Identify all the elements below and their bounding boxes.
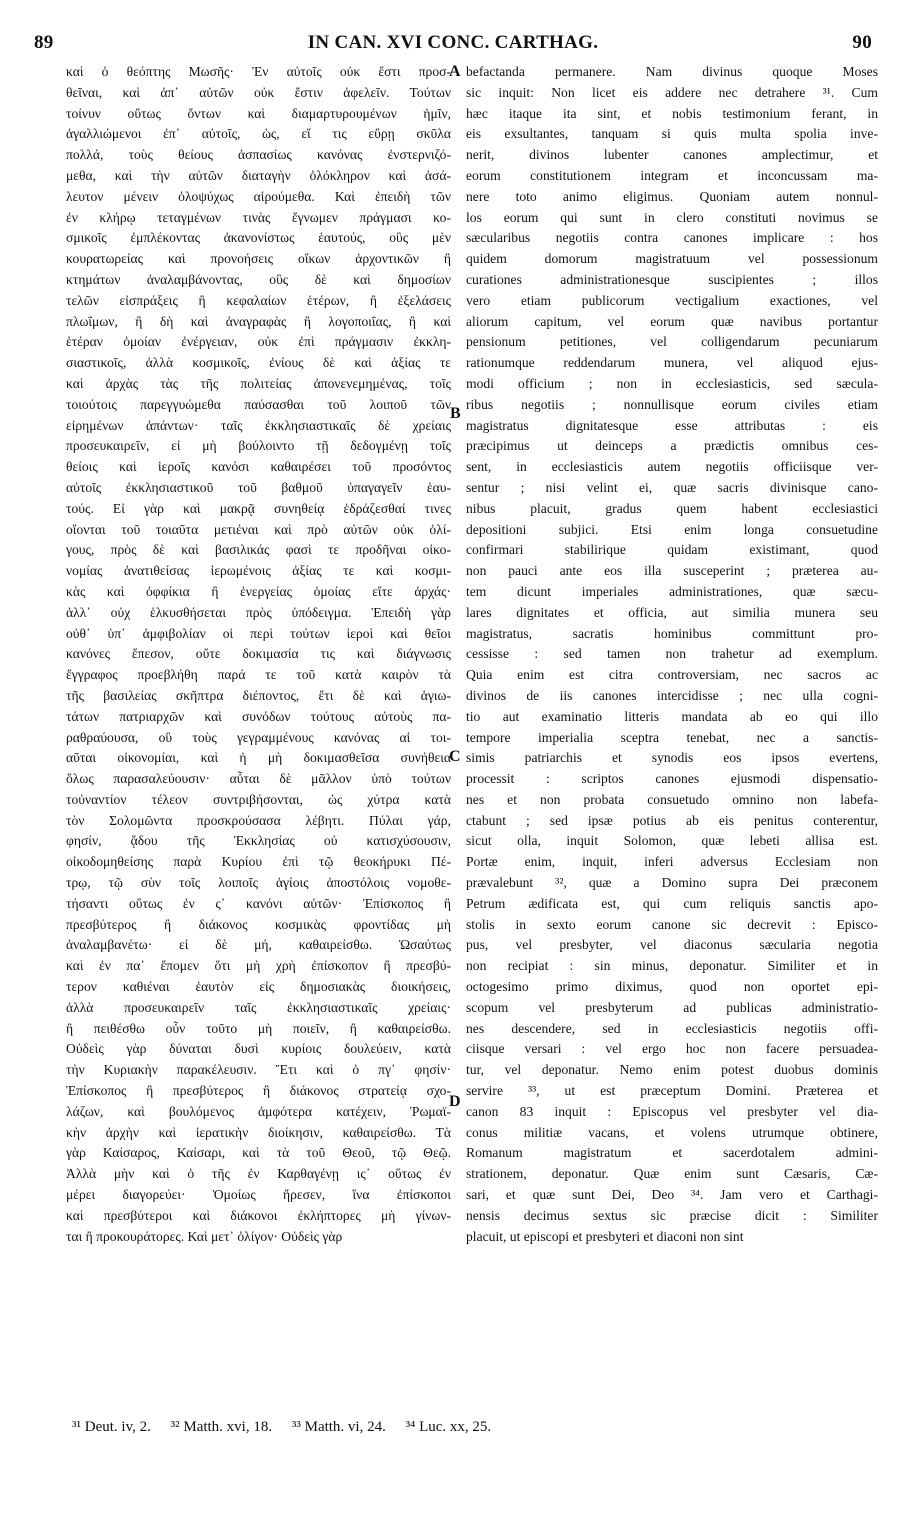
greek-text-line: Ἐπίσκοπος ἢ πρεσβύτερος ἢ διάκονος στρατείᾳ σχο- bbox=[66, 1083, 451, 1099]
greek-text-line: πρεσβύτερος ἢ διάκονος κοσμικὰς φροντίδας μὴ bbox=[66, 916, 451, 932]
greek-text-line: καὶ ἐν πα᾽ ἔπομεν ὅτι μὴ χρὴ ἐπίσκοπον ἢ πρεσβύ- bbox=[66, 958, 451, 974]
greek-text-line: λάζων, καὶ βουλόμενος ἀμφότερα κατέχειν, Ῥωμαϊ- bbox=[66, 1103, 451, 1119]
latin-text-line: eorum constitutionem integram et inconcussam ma- bbox=[466, 167, 878, 183]
page-header bbox=[34, 32, 872, 58]
greek-text-line: Οὐδεὶς γὰρ δύναται δυσὶ κυρίοις δουλεύειν, κατὰ bbox=[66, 1041, 451, 1057]
footnote-34: ³⁴ Luc. xx, 25. bbox=[405, 1419, 492, 1435]
greek-text-line: ἀγαλλιώμενοι ἐπ᾽ αὐτοῖς, ὡς, εἴ τις εὕρῃ σκῦλα bbox=[66, 126, 451, 142]
greek-text-line: καὶ ἀρχὰς τὰς τῆς πολιτείας ἀπονενεμημένας, τοῖς bbox=[66, 375, 451, 391]
latin-text-line: nes et non probata consuetudo omnino non labefa- bbox=[466, 791, 878, 807]
greek-text-line: οὐθ᾽ ὑπ᾽ ἀμφιβολίαν οἱ περὶ τούτων ἱεροὶ καὶ θεῖοι bbox=[66, 625, 451, 641]
latin-text-line: placuit, ut episcopi et presbyteri et diaconi non sint bbox=[466, 1228, 744, 1244]
latin-text-line: divinos de iis canones intercidisse ; nec ulla cogni- bbox=[466, 687, 878, 703]
latin-text-line: sari, et quæ sunt Dei, Deo ³⁴. Jam vero et Carthagi- bbox=[466, 1187, 878, 1203]
latin-text-line: modi officium ; non in ecclesiasticis, sed sæcula- bbox=[466, 375, 878, 391]
greek-text-line: τὸν Σολομῶντα προσκρούσασα λέβητι. Πύλαι γάρ, bbox=[66, 812, 451, 828]
greek-text-line: κὴν ἀρχὴν καὶ ἱερατικὴν διοίκησιν, καθαιρείσθω. Τὰ bbox=[66, 1124, 451, 1140]
latin-text-line: non pauci ante eos illa susceperint ; præterea au- bbox=[466, 563, 878, 579]
greek-text-line: τοιούτοις παρεγγυώμεθα παύσασθαι τοῦ λοιποῦ τῶν bbox=[66, 396, 451, 412]
greek-text-line: τάτων πατριαρχῶν καὶ συνόδων τούτους αὐτοὺς πα- bbox=[66, 708, 451, 724]
greek-text-line: σμικοῖς ἐμπλέκοντας ἀκανονίστως ἑαυτούς, οὓς μὲν bbox=[66, 230, 451, 246]
latin-text-line: processit : scriptos canones ejusmodi dispensatio- bbox=[466, 771, 878, 787]
greek-text-line: ἢ πειθέσθω οὖν τοῦτο μὴ ποιεῖν, ἢ καθαιρείσθω. bbox=[66, 1020, 451, 1036]
latin-text-line: Petrum ædificata est, qui cum reliquis sanctis apo- bbox=[466, 895, 878, 911]
greek-text-line: θεῖναι, καὶ ἀπ᾽ αὐτῶν οὐκ ἔστιν ἀφελεῖν. Τούτων bbox=[66, 84, 451, 100]
greek-text-line: ἔγγραφος προεβλήθη παρά τε τοῦ κατὰ καιρὸν τὰ bbox=[66, 667, 451, 683]
latin-text-column bbox=[466, 62, 878, 1247]
greek-text-line: αῦται οἰκονομίαι, καὶ ἡ μὴ δοκιμασθεῖσα συνήθεια bbox=[66, 750, 451, 766]
greek-text-line: ἀναλαμβανέτω· εἰ δὲ μή, καθαιρείσθω. Ὡσαύτως bbox=[66, 937, 451, 953]
latin-text-line: rationumque reddendarum munera, vel aliquod ejus- bbox=[466, 355, 878, 371]
greek-text-line: γὰρ Καίσαρος, Καίσαρι, καὶ τὰ τοῦ Θεοῦ, τῷ Θεῷ. bbox=[66, 1145, 451, 1161]
latin-text-line: sent, in ecclesiasticis autem negotiis officiisque ver- bbox=[466, 459, 878, 475]
latin-text-line: nere toto animo eligimus. Quoniam autem nonnul- bbox=[466, 188, 878, 204]
latin-text-line: depositioni subjici. Etsi enim longa consuetudine bbox=[466, 521, 878, 537]
greek-text-line: καὶ πρεσβύτεροι καὶ διάκονοι ἐκλήπτορες μὴ γίνων- bbox=[66, 1207, 451, 1223]
latin-text-line: Romanum magistratum et sacerdotalem admini- bbox=[466, 1145, 878, 1161]
latin-text-line: nibus placuit, gradus quem habent ecclesiastici bbox=[466, 500, 878, 516]
greek-text-line: ἀλλ᾽ οὐχ ἑλκυσθήσεται πρὸς ὑπόδειγμα. Ἐπειδὴ γὰρ bbox=[66, 604, 451, 620]
greek-text-line: ται ἢ προκουράτορες. Καὶ μετ᾽ ὀλίγον· Οὐδεὶς γὰρ bbox=[66, 1228, 343, 1244]
margin-letter-a: A bbox=[449, 63, 461, 80]
latin-text-line: sentur ; nisi velint ei, quæ sacris divinisque cano- bbox=[466, 479, 878, 495]
latin-text-line: magistratus, sacratis hominibus committunt pro- bbox=[466, 625, 878, 641]
greek-text-line: τὴν Κυριακὴν παρακέλευσιν. Ἔτι καὶ ὁ πγ᾽ φησίν· bbox=[66, 1062, 451, 1078]
greek-text-line: πλωΐμων, ἢ δὴ καὶ ἀναγραφὰς ἢ λογοποιΐας, ἢ καὶ bbox=[66, 313, 451, 329]
greek-text-line: τούς. Εἰ γὰρ καὶ μακρᾷ συνηθείᾳ ἑδράζεσθαί τινες bbox=[66, 500, 451, 516]
greek-text-line: τελῶν εἰσπράξεις ἢ κεφαλαίων ἑτέρων, ἢ ἐξελάσεις bbox=[66, 292, 451, 308]
greek-text-line: τῆς βασιλείας σκῆπτρα διέποντος, ἔτι δὲ καὶ ἁγιω- bbox=[66, 687, 451, 703]
latin-text-line: magistratus dignitatesque esse attributas : eis bbox=[466, 417, 878, 433]
latin-text-line: Portæ enim, inquit, inferi adversus Ecclesiam non bbox=[466, 854, 878, 870]
latin-text-line: pus, vel presbyter, vel diaconus sæcularia negotia bbox=[466, 937, 878, 953]
running-title: IN CAN. XVI CONC. CARTHAG. bbox=[307, 32, 599, 53]
latin-text-line: nensis decimus sextus sic præcise dicit : Similiter bbox=[466, 1207, 878, 1223]
greek-text-line: θείοις καὶ ἱεροῖς κανόσι καθαιρέσει τοῦ προσόντος bbox=[66, 459, 451, 475]
greek-text-line: τρῳ, τῷ σὺν τοῖς λοιποῖς ἁγίοις ἀποστόλοις νομοθε- bbox=[66, 875, 451, 891]
footnote-32: ³² Matth. xvi, 18. bbox=[170, 1419, 273, 1435]
latin-text-line: ribus negotiis ; nonnullisque eorum civiles etiam bbox=[466, 396, 878, 412]
latin-text-line: pensionum petitiones, vel colligendarum pecuniarum bbox=[466, 334, 878, 350]
latin-text-line: tur, vel deponatur. Nemo enim potest duobus dominis bbox=[466, 1062, 878, 1078]
greek-text-line: αὐτοῖς ἐκκλησιαστικοῦ τοῦ βαθμοῦ ὑπαγαγεῖν ἑαυ- bbox=[66, 479, 451, 495]
margin-letter-d: D bbox=[449, 1093, 461, 1110]
latin-text-line: conus militiæ vacans, et volens utrumque obtinere, bbox=[466, 1124, 878, 1140]
latin-text-line: hæc itaque ita sint, et nobis testimonium ferant, in bbox=[466, 105, 878, 121]
latin-text-line: scopum vel presbyterum ad publicas administratio- bbox=[466, 999, 878, 1015]
latin-text-line: non recipiat : sin minus, deponatur. Similiter et in bbox=[466, 958, 878, 974]
latin-text-line: tem dicunt imperiales administrationes, quæ sæcu- bbox=[466, 583, 878, 599]
latin-text-line: strationem, deponatur. Quæ enim sunt Cæsaris, Cæ- bbox=[466, 1166, 878, 1182]
latin-text-line: lares dignitates et officia, aut similia munera seu bbox=[466, 604, 878, 620]
greek-text-line: πολλά, τοὺς θείους ἀσπασίως κανόνας ἐνστερνιζό- bbox=[66, 147, 451, 163]
greek-text-line: τερον καθιέναι ἑαυτὸν εἰς δημοσιακὰς διοικήσεις, bbox=[66, 979, 451, 995]
greek-text-line: Ἀλλὰ μὴν καὶ ὁ τῆς ἐν Καρθαγένῃ ις᾽ οὕτως ἐν bbox=[66, 1166, 451, 1182]
greek-text-line: κουρατωρείας καὶ προνοήσεις οἴκων ἀρχοντικῶν ἢ bbox=[66, 251, 451, 267]
latin-text-line: tio aut examinatio litteris mandata ab eo qui illo bbox=[466, 708, 878, 724]
latin-text-line: canon 83 inquit : Episcopus vel presbyter vel dia- bbox=[466, 1103, 878, 1119]
greek-text-line: τοίνυν οὕτως ὄντων καὶ διαμαρτυρουμένων ἡμῖν, bbox=[66, 105, 451, 121]
greek-text-line: γους, πρὸς δὲ καὶ βασιλικάς φασὶ τε προδῆναι οἰκο- bbox=[66, 542, 451, 558]
greek-text-line: ἐν κλήρῳ τεταγμένων τινὰς ἔγνωμεν πράγμασι κο- bbox=[66, 209, 451, 225]
latin-text-line: eis exsultantes, tanquam si quis multa spolia inve- bbox=[466, 126, 878, 142]
greek-text-line: ἀλλὰ προσευκαιρεῖν ταῖς ἐκκλησιαστικαῖς χρείαις· bbox=[66, 999, 451, 1015]
greek-text-line: κὰς καὶ ὀφφίκια ἢ ἐνεργείας ὁμοίας εἴτε ἀρχάς· bbox=[66, 583, 451, 599]
margin-letter-b: B bbox=[450, 405, 461, 422]
latin-text-line: simis patriarchis et synodis eos ipsos evertens, bbox=[466, 750, 878, 766]
footnotes bbox=[72, 1416, 872, 1438]
latin-text-line: aliorum capitum, vel eorum quæ navibus portantur bbox=[466, 313, 878, 329]
latin-text-line: befactanda permanere. Nam divinus quoque Moses bbox=[466, 64, 878, 79]
latin-text-line: vero etiam publicorum vectigalium exactiones, vel bbox=[466, 292, 878, 308]
latin-text-line: sic inquit: Non licet eis addere nec detrahere ³¹. Cum bbox=[466, 84, 878, 100]
latin-text-line: servire ³³, ut est præceptum Domini. Præterea et bbox=[466, 1083, 878, 1099]
latin-text-line: los eorum qui sunt in clero constituti novimus se bbox=[466, 209, 878, 225]
latin-text-line: quidem domorum magistratuum vel possessionum bbox=[466, 251, 878, 267]
greek-text-line: κανόνες ἔπεσον, οὔτε δοκιμασία τις καὶ διάγνωσις bbox=[66, 646, 451, 662]
latin-text-line: sicut olla, inquit Solomon, quæ lebeti allisa est. bbox=[466, 833, 878, 849]
latin-text-line: tempore imperialia sceptra tenebat, nec a sanctis- bbox=[466, 729, 878, 745]
greek-text-line: καὶ ὁ θεόπτης Μωσῆς· Ἐν αὐτοῖς οὐκ ἔστι προσ- bbox=[66, 64, 451, 79]
latin-text-line: ciisque versari : vel ergo hoc non facere persuadea- bbox=[466, 1041, 878, 1057]
greek-text-column bbox=[66, 62, 451, 1247]
page-number-left: 89 bbox=[34, 32, 54, 53]
footnote-31: ³¹ Deut. iv, 2. bbox=[72, 1419, 151, 1435]
greek-text-line: προσευκαιρεῖν, εἰ μὴ βούλοιντο τῇ δεδογμένῃ τοῖς bbox=[66, 438, 451, 454]
greek-text-line: σιαστικοῖς, ἀλλὰ κοσμικοῖς, ἐνίους δὲ καὶ ἀξίας τε bbox=[66, 355, 451, 371]
latin-text-line: Quia enim est citra controversiam, nec sacros ac bbox=[466, 667, 878, 683]
greek-text-line: κτημάτων ἀναλαμβάνοντας, οὓς δὲ καὶ δημοσίων bbox=[66, 271, 451, 287]
greek-text-line: φησίν, ᾅδου τῆς Ἐκκλησίας οὐ κατισχύσουσιν, bbox=[66, 833, 451, 849]
latin-text-line: confirmari stabilirique quidam existimant, quod bbox=[466, 542, 878, 558]
greek-text-line: οἴονται τοῦ τοιαῦτα μετιέναι καὶ πρὸ αὐτῶν οὐκ ὀλί- bbox=[66, 521, 451, 537]
latin-text-line: stolis in sexto eorum canone sic decrevit : Episco- bbox=[466, 916, 878, 932]
greek-text-line: ἑτέραν ὁμοίαν ἐνέργειαν, οὐκ ἐπὶ πράγμασιν ἐκκλη- bbox=[66, 334, 451, 350]
greek-text-line: τήσαντι οὕτως ἐν ς᾽ κανόνι αὐτῶν· Ἐπίσκοπος ἢ bbox=[66, 895, 451, 911]
latin-text-line: cessisse : sed tamen non trahetur ad exemplum. bbox=[466, 646, 878, 662]
latin-text-line: præcipimus ut deinceps a prædictis omnibus ces- bbox=[466, 438, 878, 454]
greek-text-line: μέρει διαγορεύει· Ὁμοίως ἤρεσεν, ἵνα ἐπίσκοποι bbox=[66, 1187, 451, 1203]
latin-text-line: nes descendere, sed in ecclesiasticis negotiis offi- bbox=[466, 1020, 878, 1036]
greek-text-line: μεθα, καὶ τὴν αὐτῶν διαταγὴν ὁλόκληρον καὶ ἀσά- bbox=[66, 167, 451, 183]
latin-text-line: sæcularibus negotiis contra canones implicare : hos bbox=[466, 230, 878, 246]
greek-text-line: νομίας ἀνατιθείσας ἱερωμένοις ἀξίας τε καὶ κοσμι- bbox=[66, 563, 451, 579]
latin-text-line: ctabunt ; sed ipsæ potius ab eis penitus conterentur, bbox=[466, 812, 878, 828]
greek-text-line: ὅλως παρασαλεύουσιν· αὗται δὲ μᾶλλον ὑπὸ τούτων bbox=[66, 771, 451, 787]
margin-letter-c: C bbox=[449, 748, 461, 765]
latin-text-line: nerit, divinos lubenter canones amplectimur, et bbox=[466, 147, 878, 163]
latin-text-line: prævalebunt ³², quæ a Domino supra Dei præconem bbox=[466, 875, 878, 891]
greek-text-line: εἰρημένων ἁπάντων· ταῖς ἐκκλησιαστικαῖς δὲ χρείαις bbox=[66, 417, 451, 433]
greek-text-line: τοὐναντίον τέλεον συντριβήσονται, ὡς χύτρα κατὰ bbox=[66, 791, 451, 807]
greek-text-line: οἰκοδομηθείσης παρὰ Κυρίου ἐπὶ τῷ θεοκήρυκι Πέ- bbox=[66, 854, 451, 870]
greek-text-line: ραθραύουσα, οὓ τοὺς γεγραμμένους κανόνας αἱ τοι- bbox=[66, 729, 451, 745]
footnote-33: ³³ Matth. vi, 24. bbox=[291, 1419, 386, 1435]
latin-text-line: curationes administrationesque suscipientes ; illos bbox=[466, 271, 878, 287]
page-number-right: 90 bbox=[852, 32, 872, 53]
latin-text-line: octogesimo primo diximus, quod non oportet epi- bbox=[466, 979, 878, 995]
greek-text-line: λευτον μένειν ὁλοψύχως αἱρούμεθα. Καὶ ἐπειδὴ τῶν bbox=[66, 188, 451, 204]
